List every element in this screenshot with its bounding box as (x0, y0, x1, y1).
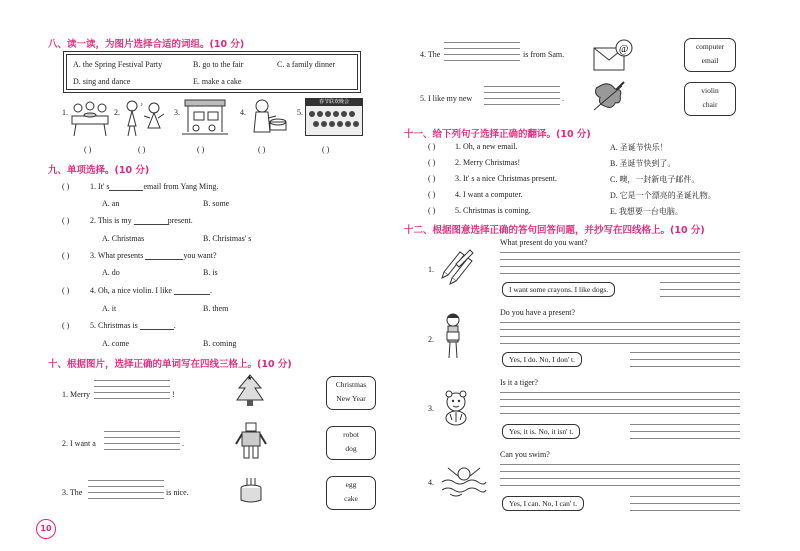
s11-paren-1[interactable]: ( ) (428, 142, 436, 151)
option-b: B. go to the fair (193, 60, 244, 69)
s11-paren-3[interactable]: ( ) (428, 174, 436, 183)
family-dinner-picture (70, 100, 110, 136)
writing-lines-1[interactable] (94, 380, 170, 399)
q2-option-a: A. Christmas (102, 234, 145, 243)
s11-en-5: 5. Christmas is coming. (455, 206, 531, 215)
s12-question-2: Do you have a present? (500, 308, 576, 317)
writing-lines-4[interactable] (444, 42, 520, 61)
pic-3-number: 3. (174, 108, 180, 117)
s12-num-4: 4. (428, 478, 434, 487)
s10-item2-post: . (182, 439, 184, 448)
s11-zh-e: E. 我想要一台电脑。 (610, 207, 683, 216)
s12-lines-3[interactable] (500, 392, 740, 414)
q1-option-b: B. some (203, 199, 230, 208)
answer-paren-5[interactable]: ( ) (322, 145, 330, 154)
s12-lines-4b[interactable] (630, 496, 740, 511)
girl-picture (440, 312, 466, 362)
tiger-picture (440, 390, 472, 426)
word-cake: cake (344, 494, 358, 503)
word-computer: computer (695, 42, 725, 51)
s12-lines-2b[interactable] (630, 352, 740, 367)
q4-text: 4. Oh, a nice violin. I like . (90, 286, 212, 295)
s10-item4-post: is from Sam. (523, 50, 565, 59)
answer-paren-4[interactable]: ( ) (258, 145, 266, 154)
s11-paren-2[interactable]: ( ) (428, 158, 436, 167)
writing-lines-3[interactable] (88, 480, 164, 499)
option-e: E. make a cake (193, 77, 242, 86)
word-box-4 (684, 38, 736, 72)
section-12-title: 十二、根据图意选择正确的答句回答问题，并抄写在四线格上。(10 分) (404, 225, 705, 236)
s11-en-3: 3. It' s a nice Christmas present. (455, 174, 557, 183)
s11-en-4: 4. I want a computer. (455, 190, 523, 199)
word-box-5 (684, 82, 736, 116)
s11-zh-c: C. 噢，一封新电子邮件。 (610, 175, 700, 184)
page-number: 10 (36, 519, 56, 539)
section-11-title: 十一、给下列句子选择正确的翻译。(10 分) (404, 129, 591, 140)
word-chair: chair (702, 100, 718, 109)
section-9-title: 九、单项选择。(10 分) (48, 165, 150, 176)
q3-option-b: B. is (203, 268, 218, 277)
section-8-title: 八、读一读，为图片选择合适的词组。(10 分) (48, 39, 245, 50)
spring-festival-party-picture (305, 98, 363, 136)
writing-lines-2[interactable] (104, 431, 180, 450)
s11-zh-a: A. 圣诞节快乐！ (610, 143, 668, 152)
email-envelope-picture (592, 38, 638, 72)
s12-num-3: 3. (428, 404, 434, 413)
crayons-picture (440, 248, 474, 288)
q1-text: 1. It' s email from Yang Ming. (90, 182, 219, 191)
section-10-title: 十、根据图片，选择正确的单词写在四线三格上。(10 分) (48, 359, 292, 370)
s11-en-1: 1. Oh, a new email. (455, 142, 518, 151)
phrase-box (66, 54, 358, 90)
q3-text: 3. What presents you want? (90, 251, 217, 260)
s12-lines-3b[interactable] (630, 424, 740, 439)
q2-option-b: B. Christmas' s (203, 234, 252, 243)
pic-4-number: 4. (240, 108, 246, 117)
q1-blank[interactable] (109, 182, 143, 191)
s10-item4-pre: 4. The (420, 50, 441, 59)
word-email: email (701, 56, 719, 65)
word-egg: egg (345, 480, 357, 489)
q3-option-a: A. do (102, 268, 120, 277)
q3-blank[interactable] (145, 251, 183, 260)
q4-blank[interactable] (174, 286, 210, 295)
s11-en-2: 2. Merry Christmas! (455, 158, 521, 167)
christmas-tree-picture (236, 374, 264, 408)
make-cake-picture (248, 98, 288, 138)
swimming-picture (440, 460, 486, 500)
s12-answer-box-4: Yes, I can. No, I can' t. (502, 496, 584, 511)
sing-dance-picture (122, 100, 166, 138)
writing-lines-5[interactable] (484, 86, 560, 105)
option-a: A. the Spring Festival Party (73, 60, 163, 69)
q4-paren[interactable]: ( ) (62, 286, 70, 295)
q4-option-a: A. it (102, 304, 117, 313)
svg-text:♪: ♪ (140, 102, 143, 108)
s12-answer-box-3: Yes, it is. No, it isn' t. (502, 424, 580, 439)
q5-text: 5. Christmas is . (90, 321, 176, 330)
s12-question-3: Is it a tiger? (500, 378, 538, 387)
q2-paren[interactable]: ( ) (62, 216, 70, 225)
word-christmas: Christmas (335, 380, 367, 389)
s12-num-2: 2. (428, 335, 434, 344)
word-new-year: New Year (336, 394, 366, 403)
fair-picture (182, 98, 228, 138)
option-c: C. a family dinner (277, 60, 336, 69)
word-box-1 (326, 376, 376, 410)
answer-paren-1[interactable]: ( ) (84, 145, 92, 154)
party-banner: 春节联欢晚会 (306, 99, 362, 106)
q2-blank[interactable] (134, 216, 168, 225)
s10-item1-pre: 1. Merry (62, 390, 90, 399)
q5-blank[interactable] (140, 321, 174, 330)
q4-option-b: B. them (203, 304, 229, 313)
s12-question-4: Can you swim? (500, 450, 550, 459)
s11-zh-d: D. 它是一个漂亮的圣诞礼物。 (610, 191, 716, 200)
s10-item5-post: . (562, 94, 564, 103)
q5-option-b: B. coming (203, 339, 237, 348)
q2-text: 2. This is my present. (90, 216, 193, 225)
answer-paren-3[interactable]: ( ) (197, 145, 205, 154)
q1-option-a: A. an (102, 199, 120, 208)
s12-lines-1[interactable] (500, 252, 740, 274)
answer-paren-2[interactable]: ( ) (138, 145, 146, 154)
s10-item3-post: is nice. (166, 488, 189, 497)
s11-paren-5[interactable]: ( ) (428, 206, 436, 215)
robot-picture (236, 422, 266, 460)
svg-text:★: ★ (247, 376, 253, 382)
s12-answer-box-1: I want some crayons. I like dogs. (502, 282, 615, 297)
word-robot: robot (343, 430, 359, 439)
pic-1-number: 1. (62, 108, 68, 117)
word-violin: violin (701, 86, 719, 95)
violin-picture (592, 80, 626, 114)
s10-item5-pre: 5. I like my new (420, 94, 473, 103)
s10-item2-pre: 2. I want a (62, 439, 96, 448)
s12-num-1: 1. (428, 265, 434, 274)
word-box-3 (326, 476, 376, 510)
s12-lines-1b[interactable] (660, 282, 740, 297)
s10-item1-post: ! (172, 390, 175, 399)
s12-answer-box-2: Yes, I do. No, I don' t. (502, 352, 582, 367)
option-d: D. sing and dance (73, 77, 131, 86)
q1-paren[interactable]: ( ) (62, 182, 70, 191)
q5-paren[interactable]: ( ) (62, 321, 70, 330)
s12-lines-2[interactable] (500, 322, 740, 344)
s11-paren-4[interactable]: ( ) (428, 190, 436, 199)
pic-2-number: 2. (114, 108, 120, 117)
s12-question-1: What present do you want? (500, 238, 588, 247)
s11-zh-b: B. 圣诞节快到了。 (610, 159, 676, 168)
svg-text:@: @ (619, 44, 629, 55)
q5-option-a: A. come (102, 339, 130, 348)
pic-5-number: 5. (297, 108, 303, 117)
q3-paren[interactable]: ( ) (62, 251, 70, 260)
cake-picture (238, 476, 264, 504)
word-box-2 (326, 426, 376, 460)
s12-lines-4[interactable] (500, 464, 740, 486)
word-dog: dog (345, 444, 357, 453)
s10-item3-pre: 3. The (62, 488, 83, 497)
